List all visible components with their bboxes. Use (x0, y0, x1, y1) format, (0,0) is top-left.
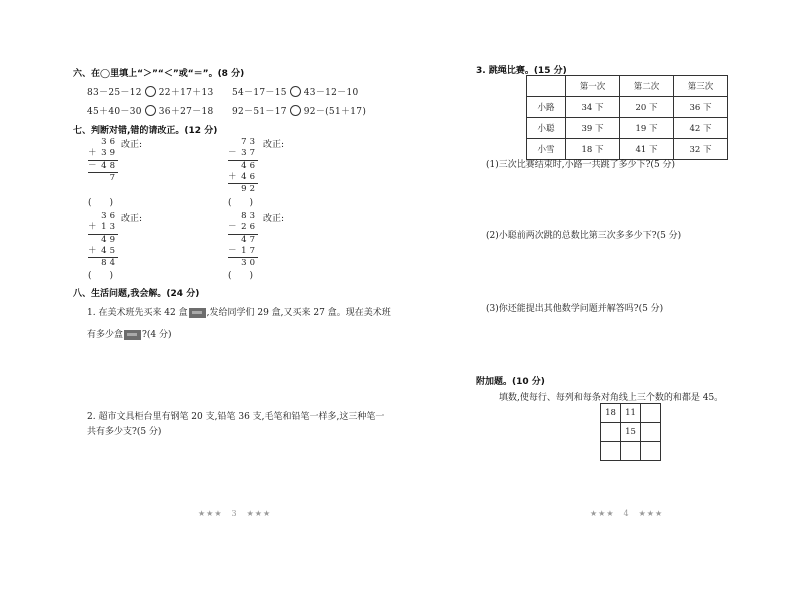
grid-cell[interactable] (641, 404, 661, 423)
correct-label: 改正: (121, 214, 143, 224)
table-cell: 小雪 (527, 139, 566, 160)
magic-square-grid (600, 403, 661, 461)
bonus-heading: 附加题。(10 分) (476, 377, 545, 387)
q6-r1-d: 43－12－10 (303, 88, 359, 98)
q8-problem-1-line2: 有多少盒 ?(4 分) (87, 330, 172, 340)
q3-sub-2: (2)小聪前两次跳的总数比第三次多多少下?(5 分) (486, 231, 682, 241)
q6-heading: 六、在◯里填上“＞”“＜”或“＝”。(8 分) (73, 69, 245, 79)
q6-r2-b: 36＋27－18 (158, 107, 214, 117)
answer-circle[interactable] (290, 86, 301, 97)
table-cell: 34 下 (566, 97, 620, 118)
q6-r2-c: 92－51－17 (232, 107, 287, 117)
page-number-3: ★★★ 3 ★★★ (198, 509, 272, 518)
table-header-row (527, 76, 728, 97)
vertical-calc-4: 83 － 26 47 － 17 30 (228, 211, 258, 269)
page-number-4: ★★★ 4 ★★★ (590, 509, 664, 518)
table-cell: 36 下 (674, 97, 728, 118)
q6-r1-c: 54－17－15 (232, 88, 287, 98)
table-row (527, 97, 728, 118)
grid-cell[interactable] (641, 442, 661, 461)
table-cell: 小聪 (527, 118, 566, 139)
answer-circle[interactable] (145, 86, 156, 97)
q8-problem-1-line1: 1. 在美术班先买来 42 盒 ,发给同学们 29 盒,又买来 27 盒。现在美术班 (87, 308, 391, 318)
q3-heading: 3. 跳绳比赛。(15 分) (476, 66, 567, 76)
q3-sub-3: (3)你还能提出其他数学问题并解答吗?(5 分) (486, 304, 664, 314)
table-cell: 41 下 (620, 139, 674, 160)
grid-cell[interactable] (641, 423, 661, 442)
table-cell: 小路 (527, 97, 566, 118)
table-cell: 18 下 (566, 139, 620, 160)
grid-cell[interactable] (621, 442, 641, 461)
table-cell: 42 下 (674, 118, 728, 139)
q6-row1-left (87, 85, 214, 98)
correct-label: 改正: (263, 214, 285, 224)
table-cell: 32 下 (674, 139, 728, 160)
table-header-cell: 第二次 (620, 76, 674, 97)
grid-cell: 15 (621, 423, 641, 442)
q6-row2-left (87, 104, 214, 117)
q7-heading: 七、判断对错,错的请改正。(12 分) (73, 126, 218, 136)
judge-paren[interactable]: ( ) (228, 198, 254, 208)
vertical-calc-2: 73 － 37 46 ＋ 46 92 (228, 137, 258, 195)
box-icon (189, 308, 206, 318)
table-row (527, 118, 728, 139)
grid-cell[interactable] (601, 423, 621, 442)
answer-circle[interactable] (290, 105, 301, 116)
q8-heading: 八、生活问题,我会解。(24 分) (73, 289, 200, 299)
grid-cell: 11 (621, 404, 641, 423)
table-header-cell: 第三次 (674, 76, 728, 97)
grid-cell: 18 (601, 404, 621, 423)
vertical-calc-3: 36 ＋ 13 49 ＋ 45 84 (88, 211, 118, 269)
grid-cell[interactable] (601, 442, 621, 461)
table-cell: 19 下 (620, 118, 674, 139)
jump-rope-table (526, 75, 728, 160)
q8-problem-2-line2: 共有多少支?(5 分) (87, 427, 162, 437)
q6-row2-right (232, 104, 366, 117)
vertical-calc-1: 36 ＋ 39 － 48 7 (88, 137, 118, 183)
q6-r1-a: 83－25－12 (87, 88, 142, 98)
table-header-cell: 第一次 (566, 76, 620, 97)
answer-circle[interactable] (145, 105, 156, 116)
box-icon (124, 330, 141, 340)
table-cell: 20 下 (620, 97, 674, 118)
q8-problem-2-line1: 2. 超市文具柜台里有钢笔 20 支,铅笔 36 支,毛笔和铅笔一样多,这三种笔一 (87, 412, 385, 422)
judge-paren[interactable]: ( ) (88, 198, 114, 208)
correct-label: 改正: (263, 140, 285, 150)
judge-paren[interactable]: ( ) (88, 271, 114, 281)
table-cell: 39 下 (566, 118, 620, 139)
q6-r1-b: 22＋17＋13 (158, 88, 214, 98)
q6-row1-right (232, 85, 359, 98)
judge-paren[interactable]: ( ) (228, 271, 254, 281)
correct-label: 改正: (121, 140, 143, 150)
bonus-text: 填数,使每行、每列和每条对角线上三个数的和都是 45。 (499, 393, 724, 403)
table-cell (527, 76, 566, 97)
q6-r2-a: 45＋40－30 (87, 107, 142, 117)
q6-r2-d: 92－(51＋17) (303, 107, 367, 117)
q3-sub-1: (1)三次比赛结束时,小路一共跳了多少下?(5 分) (486, 160, 676, 170)
